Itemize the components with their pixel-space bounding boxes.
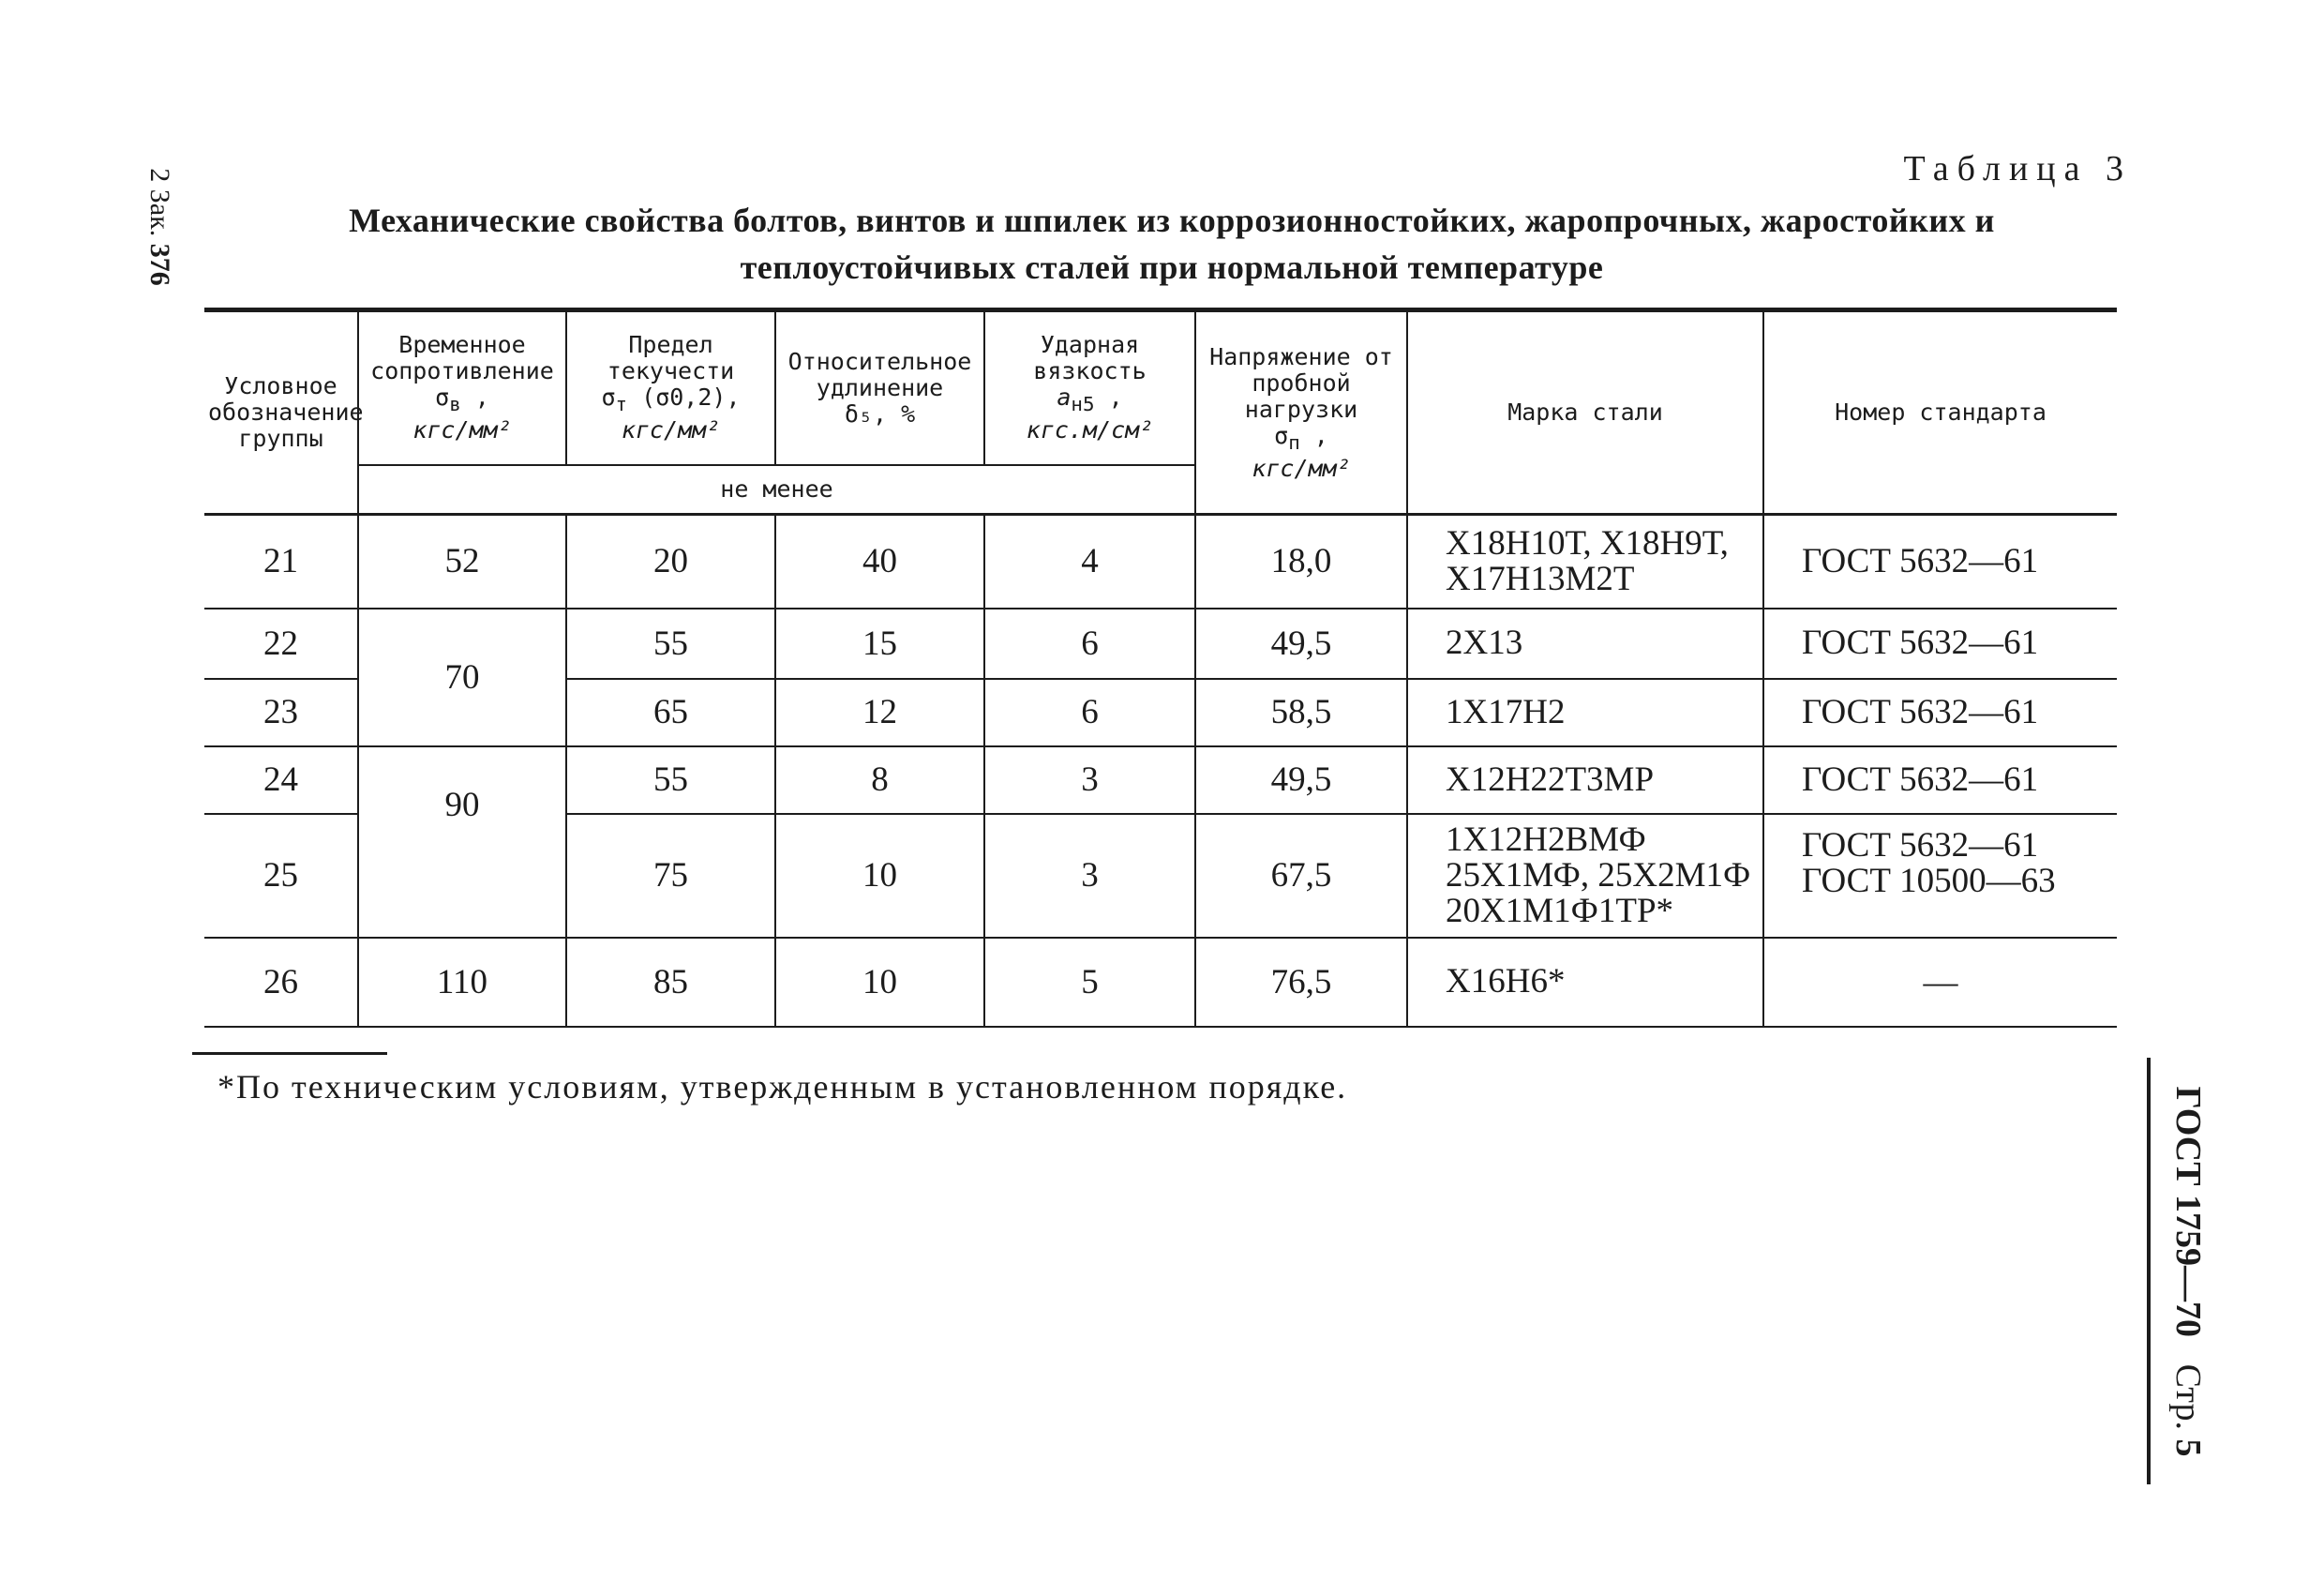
footnote: *По техническим условиям, утвержденным в установленном порядке. — [217, 1068, 1348, 1106]
cell-elongation: 15 — [775, 609, 984, 679]
header-impact — [984, 310, 1195, 465]
cell-standard — [1763, 746, 2117, 814]
header-elongation-symbol: δ₅, % — [844, 399, 916, 428]
cell-tensile: 90 — [358, 746, 566, 938]
cell-impact: 3 — [984, 746, 1195, 814]
steel-line: 2Х13 — [1446, 624, 1523, 662]
table-label: Таблица 3 — [1903, 149, 2132, 188]
cell-group: 23 — [204, 679, 358, 746]
cell-proof: 58,5 — [1195, 679, 1407, 746]
cell-yield: 20 — [566, 515, 775, 609]
properties-table — [204, 308, 2117, 1028]
table-caption: Механические свойства болтов, винтов и шпилек из коррозионностойких, жаропрочных, жаростойких и теплоустойчивых сталей при нормальной температуре — [349, 202, 1995, 286]
steel-line: Х12Н22Т3МР — [1446, 760, 1655, 799]
header-yield-unit: кгс/мм² — [621, 416, 721, 444]
cell-steel — [1407, 938, 1763, 1027]
cell-elongation: 12 — [775, 679, 984, 746]
header-proof-unit: кгс/мм² — [1252, 454, 1351, 482]
steel-line: Х17Н13М2Т — [1446, 559, 1635, 598]
cell-steel — [1407, 814, 1763, 938]
cell-impact: 6 — [984, 609, 1195, 679]
cell-impact: 5 — [984, 938, 1195, 1027]
header-yield — [566, 310, 775, 465]
cell-steel — [1407, 609, 1763, 679]
cell-standard — [1763, 609, 2117, 679]
page-label: Стр. — [2168, 1363, 2208, 1430]
cell-elongation: 10 — [775, 814, 984, 938]
cell-group: 25 — [204, 814, 358, 938]
cell-elongation: 8 — [775, 746, 984, 814]
header-tensile — [358, 310, 566, 465]
cell-proof: 76,5 — [1195, 938, 1407, 1027]
cell-yield: 55 — [566, 746, 775, 814]
cell-steel — [1407, 746, 1763, 814]
cell-tensile: 52 — [358, 515, 566, 609]
standard-line: ГОСТ 5632—61 — [1802, 760, 2039, 799]
header-tensile-name: Временное сопротивление — [370, 331, 554, 385]
standard-line: ГОСТ 5632—61 — [1802, 541, 2039, 580]
standard-line: ГОСТ 5632—61 — [1802, 825, 2039, 865]
header-steel: Марка стали — [1407, 310, 1763, 515]
cell-yield: 85 — [566, 938, 775, 1027]
cell-steel — [1407, 679, 1763, 746]
footnote-rule — [192, 1052, 387, 1055]
cell-standard — [1763, 515, 2117, 609]
header-group: Условное обозначение группы — [204, 310, 358, 515]
cell-yield: 65 — [566, 679, 775, 746]
header-proof-symbol: $\sigma_п$ , — [1274, 421, 1328, 454]
header-impact-name: Ударная вязкость — [1033, 331, 1147, 385]
cell-standard — [1763, 679, 2117, 746]
cell-tensile: 70 — [358, 609, 566, 746]
standard-line: ГОСТ 10500—63 — [1802, 861, 2056, 900]
header-standard: Номер стандарта — [1763, 310, 2117, 515]
steel-line: 25Х1МФ, 25Х2М1Ф — [1446, 855, 1751, 895]
cell-tensile: 110 — [358, 938, 566, 1027]
standard-id: ГОСТ 1759—70 — [2168, 1086, 2208, 1337]
table-row — [204, 746, 2117, 814]
table-row — [204, 515, 2117, 609]
header-elongation-name: Относительное удлинение — [787, 347, 972, 401]
cell-proof: 67,5 — [1195, 814, 1407, 938]
header-elongation — [775, 310, 984, 465]
order-prefix: 2 Зак. — [144, 168, 175, 237]
side-margin-order-note — [131, 152, 187, 302]
cell-group: 21 — [204, 515, 358, 609]
cell-impact: 3 — [984, 814, 1195, 938]
order-number: 376 — [144, 243, 175, 286]
header-impact-symbol: $a_{н5}$ , — [1057, 384, 1123, 416]
table-row — [204, 609, 2117, 679]
cell-group: 24 — [204, 746, 358, 814]
header-tensile-unit: кгс/мм² — [412, 416, 512, 444]
cell-impact: 4 — [984, 515, 1195, 609]
table-row — [204, 938, 2117, 1027]
steel-line: Х16Н6* — [1446, 962, 1566, 1001]
steel-line: 20Х1М1Ф1ТР* — [1446, 891, 1674, 930]
steel-line: 1Х12Н2ВМФ — [1446, 820, 1646, 859]
header-yield-symbol: $\sigma_т$ (σ0,2), — [601, 384, 741, 416]
page-number: 5 — [2168, 1437, 2208, 1456]
steel-line: 1Х17Н2 — [1446, 692, 1566, 731]
cell-elongation: 40 — [775, 515, 984, 609]
header-min-note: не менее — [358, 465, 1195, 515]
cell-group: 22 — [204, 609, 358, 679]
cell-steel — [1407, 515, 1763, 609]
steel-line: Х18Н10Т, Х18Н9Т, — [1446, 523, 1729, 563]
cell-impact: 6 — [984, 679, 1195, 746]
standard-line: ГОСТ 5632—61 — [1802, 624, 2039, 662]
cell-standard — [1763, 938, 2117, 1027]
cell-proof: 49,5 — [1195, 609, 1407, 679]
cell-yield: 55 — [566, 609, 775, 679]
cell-standard — [1763, 814, 2117, 938]
header-proof-name: Напряжение от пробной нагрузки — [1209, 342, 1393, 423]
header-proof — [1195, 310, 1407, 515]
header-tensile-symbol: $\sigma_в$ , — [435, 384, 489, 416]
side-margin-standard — [2147, 1058, 2226, 1484]
cell-yield: 75 — [566, 814, 775, 938]
header-impact-unit: кгс.м/см² — [1026, 416, 1154, 444]
standard-line: ГОСТ 5632—61 — [1802, 692, 2039, 731]
cell-proof: 18,0 — [1195, 515, 1407, 609]
header-yield-name: Предел текучести — [607, 331, 735, 385]
cell-group: 26 — [204, 938, 358, 1027]
standard-line: — — [1923, 962, 1958, 1001]
cell-proof: 49,5 — [1195, 746, 1407, 814]
cell-elongation: 10 — [775, 938, 984, 1027]
